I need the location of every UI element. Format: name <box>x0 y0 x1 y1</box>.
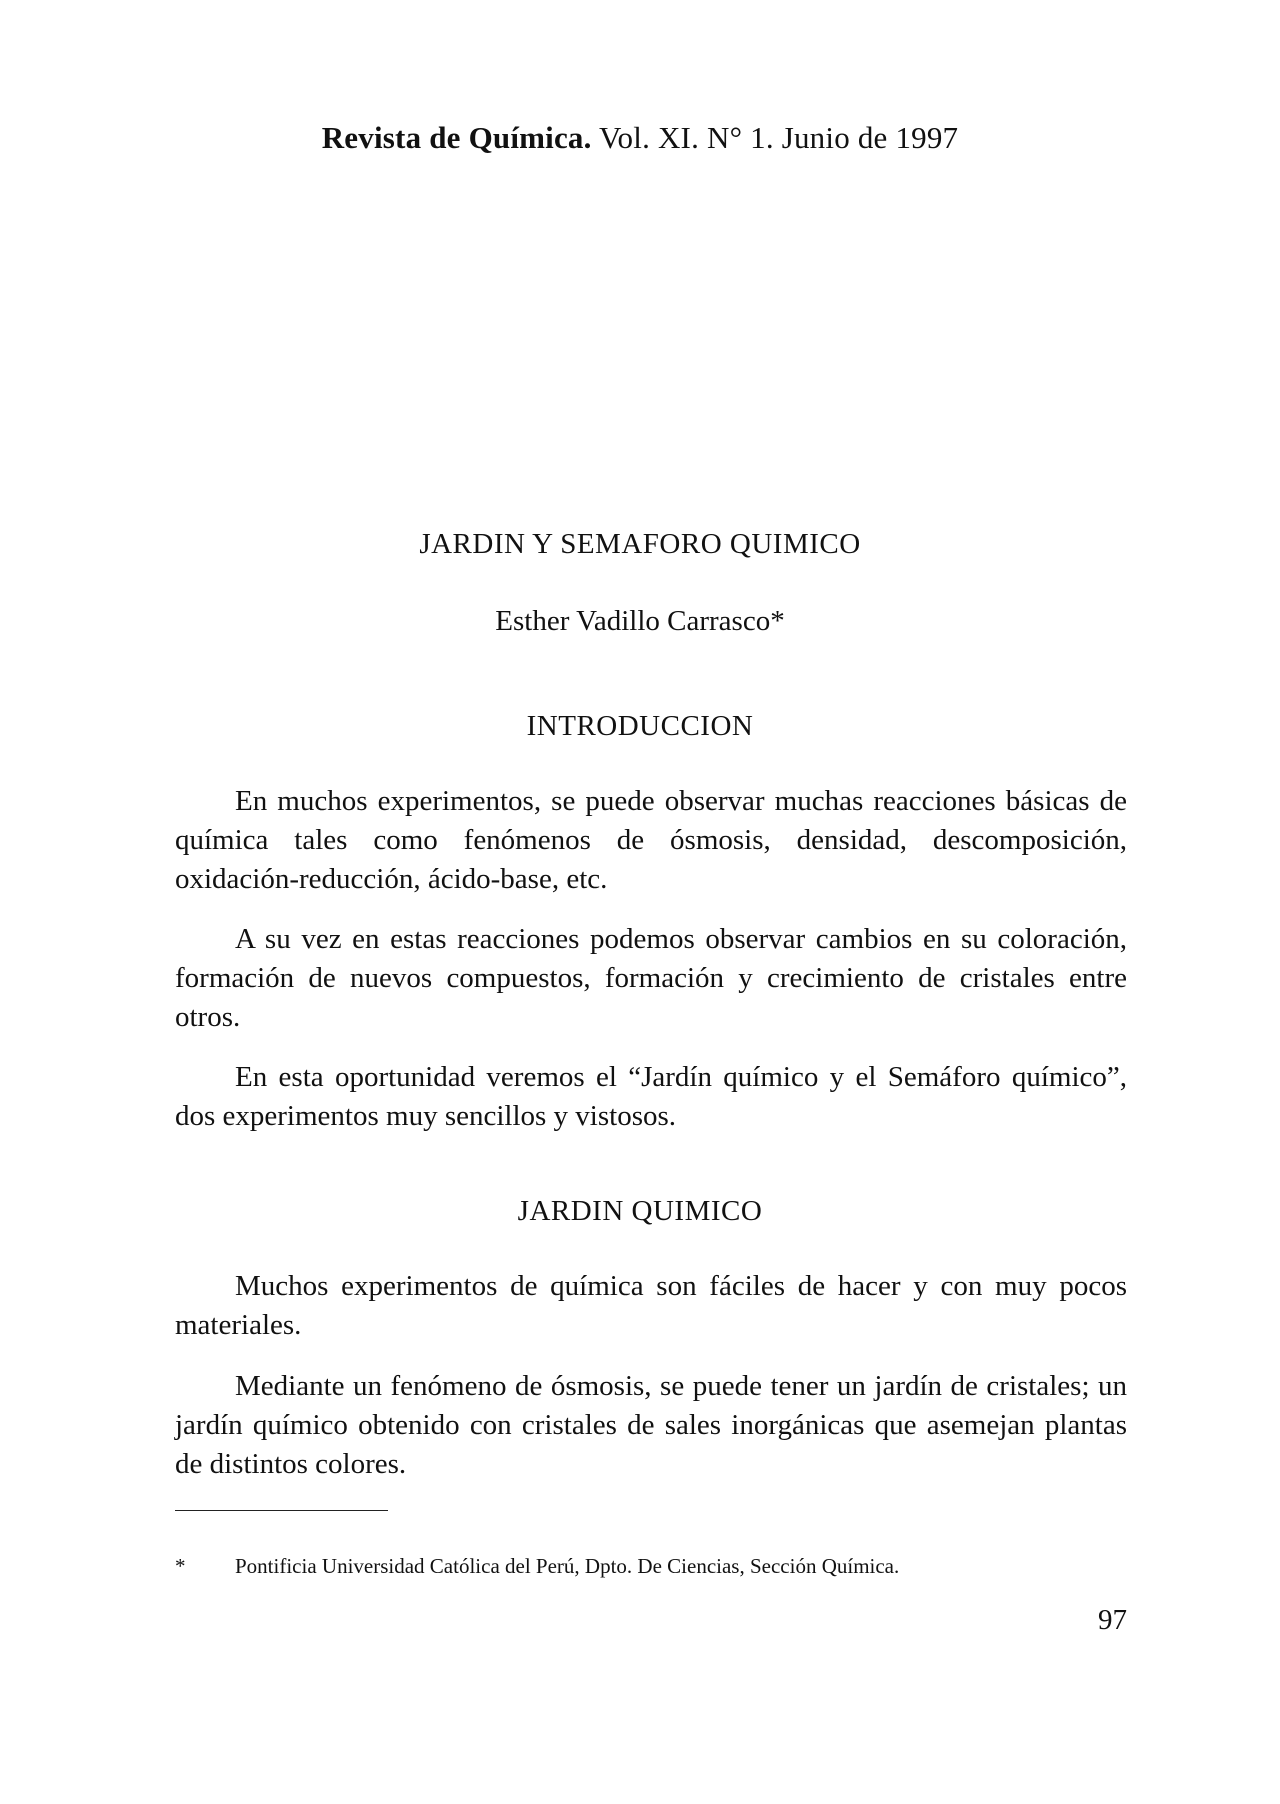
running-header <box>0 120 1280 156</box>
footnote <box>175 1554 1127 1579</box>
footnote-text: Pontificia Universidad Católica del Perú, Dpto. De Ciencias, Sección Química. <box>235 1554 900 1578</box>
journal-name: Revista de Química. <box>321 120 592 155</box>
paragraph: A su vez en estas reacciones podemos observar cambios en su coloración, formación de nuevos compuestos, formación y crecimiento de cristales entre otros. <box>175 923 1127 1033</box>
article-title: JARDIN Y SEMAFORO QUIMICO <box>419 528 861 560</box>
footnote-mark: * <box>175 1554 186 1578</box>
paragraph: En esta oportunidad veremos el “Jardín químico y el Semáforo químico”, dos experimentos muy sencillos y vistosos. <box>175 1061 1127 1132</box>
article-author: Esther Vadillo Carrasco* <box>495 605 785 637</box>
section-heading-jardin-quimico: JARDIN QUIMICO <box>517 1195 763 1227</box>
paragraph: Muchos experimentos de química son fáciles de hacer y con muy pocos materiales. <box>175 1270 1127 1341</box>
paragraph: En muchos experimentos, se puede observar muchas reacciones básicas de química tales como fenómenos de ósmosis, densidad, descomposición, oxidación-reducción, ácido-base, etc. <box>175 785 1127 895</box>
page-number: 97 <box>1098 1604 1127 1636</box>
issue-info: Vol. XI. N° 1. Junio de 1997 <box>598 120 959 155</box>
footnote-divider <box>175 1510 388 1511</box>
paragraph: Mediante un fenómeno de ósmosis, se puede tener un jardín de cristales; un jardín químico obtenido con cristales de sales inorgánicas que asemejan plantas de distintos colores. <box>175 1370 1127 1480</box>
section-heading-introduccion: INTRODUCCION <box>526 710 754 742</box>
